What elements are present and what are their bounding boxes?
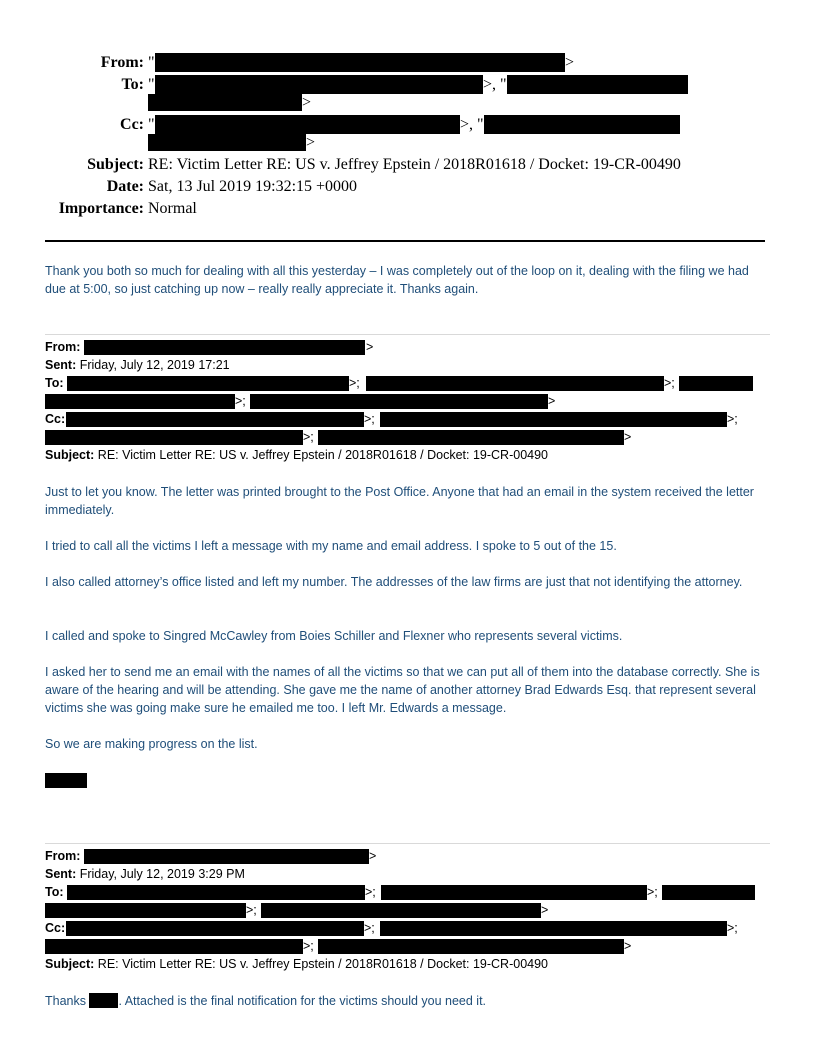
recipient-separator: >; (235, 394, 246, 408)
redaction (679, 376, 753, 391)
quote-mark: " (148, 76, 155, 93)
recipient-separator: >; (303, 939, 314, 953)
redaction (155, 115, 460, 134)
redaction (261, 903, 541, 918)
redaction (318, 939, 624, 954)
angle-bracket: > (624, 939, 632, 953)
angle-bracket: > (548, 394, 556, 408)
angle-bracket: > (624, 430, 632, 444)
body-text: Thanks (45, 994, 90, 1008)
recipient-separator: >; (365, 885, 376, 899)
recipient-separator: >, " (483, 76, 507, 93)
date-value: Sat, 13 Jul 2019 19:32:15 +0000 (148, 178, 358, 195)
redaction (84, 849, 369, 864)
recipient-separator: >; (647, 885, 658, 899)
redaction (89, 993, 118, 1008)
angle-bracket: > (565, 54, 575, 71)
to-label: To: (45, 376, 64, 390)
redaction (45, 939, 303, 954)
redacted-signature (45, 773, 87, 788)
importance-value: Normal (148, 200, 197, 217)
redaction (66, 412, 364, 427)
redaction (148, 94, 302, 111)
redaction (84, 340, 365, 355)
recipient-separator: >; (364, 921, 375, 935)
quote-mark: " (148, 54, 155, 71)
sent-label: Sent: (45, 358, 77, 372)
angle-bracket: > (366, 340, 374, 354)
redaction (380, 921, 727, 936)
redaction (484, 115, 680, 134)
from-label: From: (100, 54, 144, 71)
cc-label: Cc: (45, 921, 66, 935)
subject-label: Subject: (45, 448, 95, 462)
recipient-separator: >; (727, 412, 738, 426)
redaction (318, 430, 624, 445)
to-label: To: (45, 885, 64, 899)
redaction (148, 134, 306, 151)
body-paragraph: I also called attorney’s office listed and left my number. The addresses of the law firms are just that not identifying the attorney. (45, 575, 743, 589)
redaction (662, 885, 755, 900)
redaction (67, 376, 349, 391)
redaction (250, 394, 548, 409)
body-paragraph: Just to let you know. The letter was printed brought to the Post Office. Anyone that had an email in the system received the letter immediately. (45, 485, 754, 517)
redaction (66, 921, 364, 936)
sent-value: Friday, July 12, 2019 17:21 (79, 358, 230, 372)
angle-bracket: > (541, 903, 549, 917)
to-label: To: (121, 76, 144, 93)
body-paragraph: I tried to call all the victims I left a message with my name and email address. I spoke to 5 out of the 15. (45, 539, 617, 553)
subject-value: RE: Victim Letter RE: US v. Jeffrey Epstein / 2018R01618 / Docket: 19-CR-00490 (97, 448, 549, 462)
recipient-separator: >; (664, 376, 675, 390)
recipient-separator: >; (364, 412, 375, 426)
subject-value: RE: Victim Letter RE: US v. Jeffrey Epstein / 2018R01618 / Docket: 19-CR-00490 (148, 156, 681, 173)
redaction (45, 430, 303, 445)
body-text: . Attached is the final notification for the victims should you need it. (118, 994, 487, 1008)
redaction (381, 885, 647, 900)
angle-bracket: > (302, 94, 312, 111)
final-body-paragraph (45, 992, 486, 1010)
body-paragraph: I called and spoke to Singred McCawley from Boies Schiller and Flexner who represents several victims. (45, 629, 623, 643)
angle-bracket: > (306, 134, 316, 151)
recipient-separator: >; (727, 921, 738, 935)
sent-label: Sent: (45, 867, 77, 881)
recipient-separator: >; (303, 430, 314, 444)
subject-label: Subject: (87, 156, 144, 173)
importance-label: Importance: (58, 200, 144, 217)
redaction (45, 394, 235, 409)
redaction (366, 376, 664, 391)
redaction (155, 53, 565, 72)
redaction (507, 75, 688, 94)
message-divider (45, 843, 770, 844)
date-label: Date: (106, 178, 144, 195)
redaction (155, 75, 483, 94)
sent-value: Friday, July 12, 2019 3:29 PM (79, 867, 245, 881)
redaction (67, 885, 365, 900)
cc-label: Cc: (120, 116, 144, 133)
quote-mark: " (148, 116, 155, 133)
body-paragraph: So we are making progress on the list. (45, 737, 258, 751)
message-divider (45, 334, 770, 335)
body-paragraph: I asked her to send me an email with the names of all the victims so that we can put all of them into the database correctly. She is aware of the hearing and will be attending. She gave me the name of another attorney Brad Edwards Esq. that represent several victims she was going make sure he emailed me too. I left Mr. Edwards a message. (45, 665, 760, 715)
cc-label: Cc: (45, 412, 66, 426)
recipient-separator: >, " (460, 116, 484, 133)
recipient-separator: >; (349, 376, 360, 390)
redaction (380, 412, 727, 427)
recipient-separator: >; (246, 903, 257, 917)
redaction (45, 903, 246, 918)
header-divider (45, 240, 765, 242)
subject-value: RE: Victim Letter RE: US v. Jeffrey Epstein / 2018R01618 / Docket: 19-CR-00490 (97, 957, 549, 971)
subject-label: Subject: (45, 957, 95, 971)
reply-body: Thank you both so much for dealing with all this yesterday – I was completely out of the loop on it, dealing with the filing we had due at 5:00, so just catching up now – really really appreciate it. Thanks again. (45, 264, 749, 296)
from-label: From: (45, 849, 81, 863)
from-label: From: (45, 340, 81, 354)
angle-bracket: > (369, 849, 377, 863)
